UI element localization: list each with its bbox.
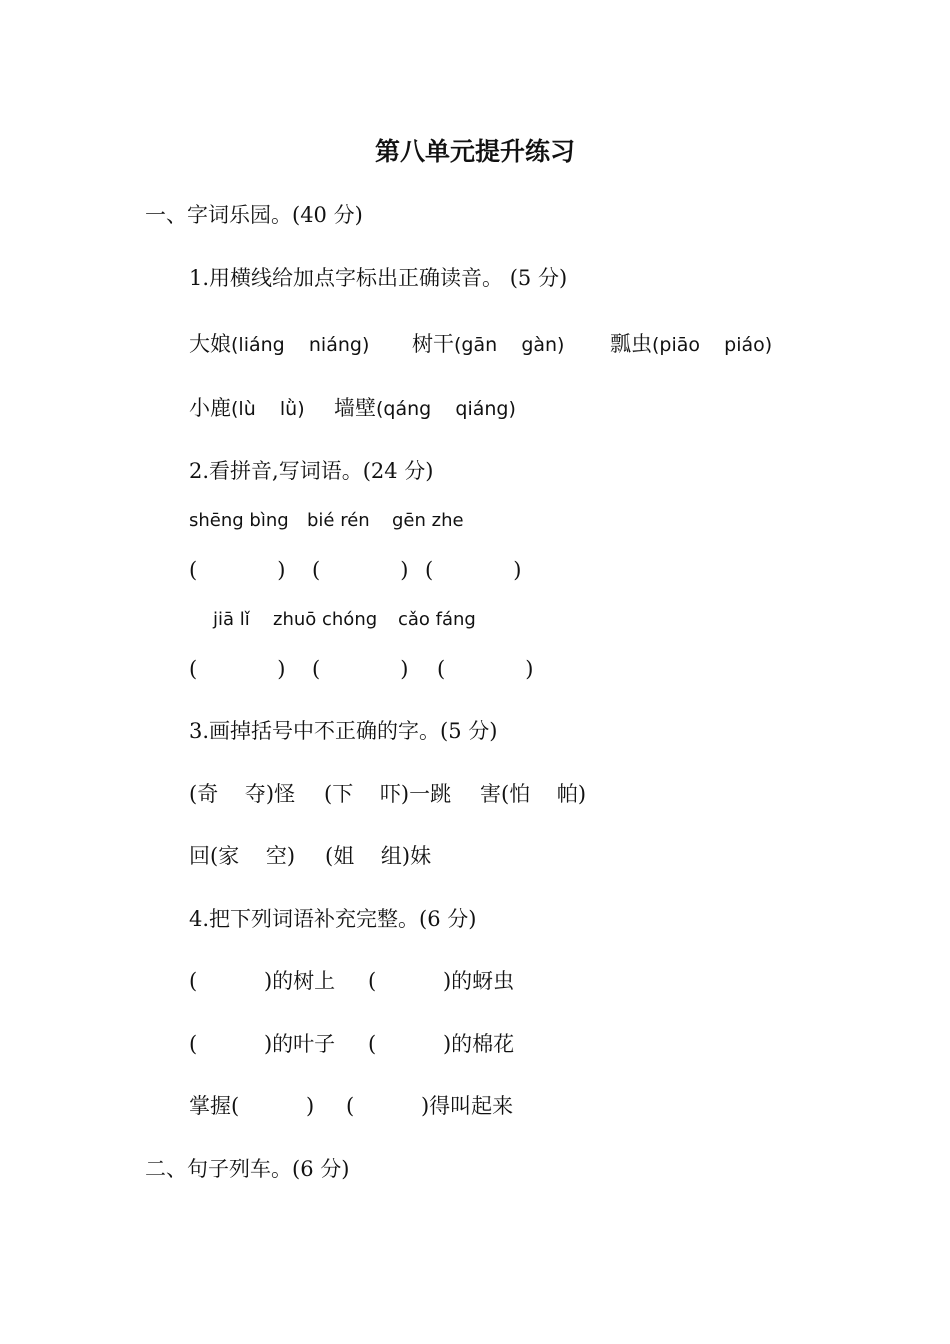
q3-item-2[interactable]: (下 吓)一跳 (324, 782, 452, 806)
section2-heading: 二、句子列车。(6 分) (145, 1157, 350, 1181)
q1-item-3-word: 瓢虫 (610, 332, 652, 356)
q2-pinyin-5: zhuō chóng (273, 609, 378, 630)
q1-item-4-pinyin: (lù lǜ) (231, 398, 305, 420)
q4-item-4[interactable]: ( )的棉花 (368, 1032, 515, 1056)
q1-item-5-pinyin: (qáng qiáng) (376, 398, 516, 420)
q4-item-1[interactable]: ( )的树上 (189, 969, 336, 993)
q3-item-3[interactable]: 害(怕 帕) (480, 782, 587, 806)
q4-item-3[interactable]: ( )的叶子 (189, 1032, 336, 1056)
q3-item-1[interactable]: (奇 夺)怪 (189, 782, 296, 806)
q1-prompt: 1.用横线给加点字标出正确读音。 (5 分) (189, 266, 568, 290)
q2-blank-3[interactable]: ( ) (425, 558, 522, 582)
q2-prompt: 2.看拼音,写词语。(24 分) (189, 459, 434, 483)
q3-item-4[interactable]: 回(家 空) (189, 844, 296, 868)
q1-item-1-word: 大娘 (189, 332, 231, 356)
q2-pinyin-6: cǎo fáng (398, 609, 476, 630)
q1-item-4 (189, 394, 305, 423)
q4-item-6[interactable]: ( )得叫起来 (346, 1094, 514, 1118)
q2-pinyin-3: gēn zhe (392, 510, 464, 531)
q4-item-2[interactable]: ( )的蚜虫 (368, 969, 515, 993)
q4-prompt: 4.把下列词语补充完整。(6 分) (189, 907, 477, 931)
q2-blank-5[interactable]: ( ) (312, 657, 409, 681)
q2-blank-1[interactable]: ( ) (189, 558, 286, 582)
q2-blank-2[interactable]: ( ) (312, 558, 409, 582)
q3-item-5[interactable]: (姐 组)妹 (325, 844, 432, 868)
q3-prompt: 3.画掉括号中不正确的字。(5 分) (189, 719, 498, 743)
q2-pinyin-4: jiā lǐ (213, 609, 250, 630)
q1-item-1 (189, 330, 369, 359)
page-title: 第八单元提升练习 (374, 137, 575, 166)
q1-item-2-pinyin: (gān gàn) (454, 334, 565, 356)
q2-pinyin-1: shēng bìng (189, 510, 289, 531)
q2-blank-6[interactable]: ( ) (437, 657, 534, 681)
q1-item-3-pinyin: (piāo piáo) (652, 334, 773, 356)
q1-item-4-word: 小鹿 (189, 396, 231, 420)
section1-heading: 一、字词乐园。(40 分) (145, 203, 363, 227)
q2-pinyin-2: bié rén (307, 510, 370, 531)
q1-item-2-word: 树干 (412, 332, 454, 356)
q1-item-5 (334, 394, 516, 423)
q2-blank-4[interactable]: ( ) (189, 657, 286, 681)
q1-item-5-word: 墙壁 (334, 396, 376, 420)
q1-item-3 (610, 330, 772, 359)
q1-item-2 (412, 330, 564, 359)
q4-item-5[interactable]: 掌握( ) (189, 1094, 315, 1118)
q1-item-1-pinyin: (liáng niáng) (231, 334, 370, 356)
